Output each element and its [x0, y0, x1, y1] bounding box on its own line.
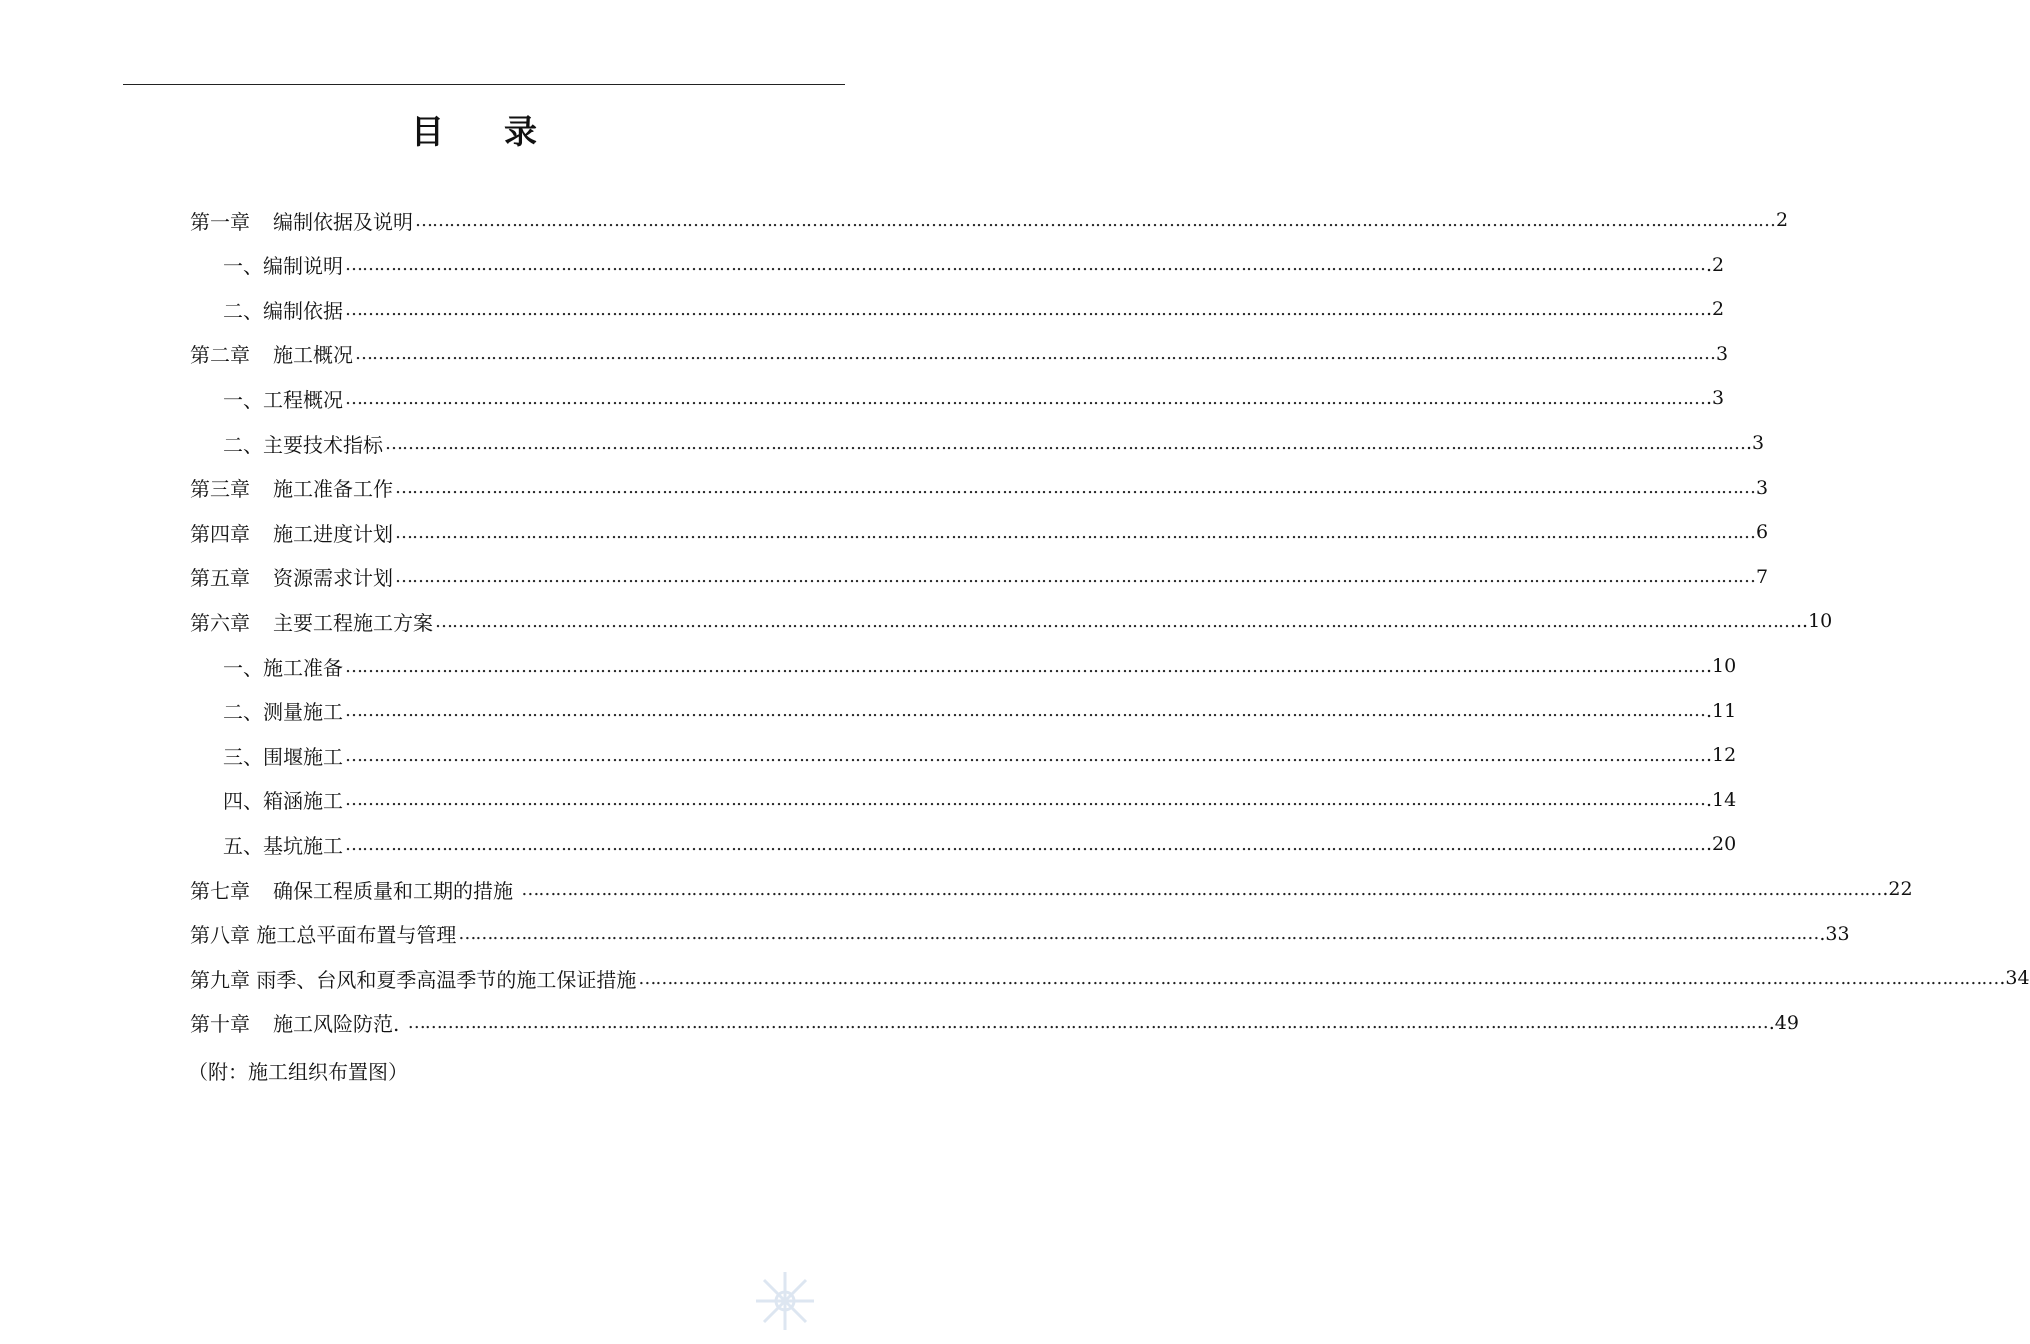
toc-entry-label: 编制依据 [263, 298, 343, 323]
toc-entry-label: 主要技术指标 [263, 432, 383, 457]
toc-entry[interactable] [190, 867, 1913, 911]
toc-leader-dots: …………………………………………………………………………………………………………………………………………………………………………………………………………………… [395, 477, 1755, 499]
toc-leader-dots: …………………………………………………………………………………………………………………………………………………………………………………………………………………… [458, 923, 1819, 945]
toc-entry-label: 施工准备工作 [273, 477, 393, 502]
toc-entry-number: 二 [223, 432, 243, 457]
title-char-right: 录 [504, 112, 539, 151]
toc-entry-label: 施工进度计划 [273, 521, 393, 546]
toc-entry-page: 7 [1756, 565, 1769, 588]
toc-entry[interactable] [190, 599, 1833, 643]
toc-entry-number: 第七章 [190, 878, 250, 903]
toc-entry-number: 二 [223, 700, 243, 725]
toc-entry-page: .2 [1706, 253, 1725, 276]
toc-entry-label: 编制依据及说明 [273, 209, 413, 234]
toc-entry-number: 第六章 [190, 610, 250, 635]
toc-entry-separator: 、 [243, 432, 263, 457]
toc-leader-dots: …………………………………………………………………………………………………………………………………………………………………………………………………………………… [395, 521, 1755, 543]
toc-entry-label: 施工总平面布置与管理 [256, 923, 457, 948]
toc-leader-dots: …………………………………………………………………………………………………………………………………………………………………………………………………………………… [345, 254, 1705, 276]
toc-entry-separator [253, 473, 273, 502]
toc-entry-number: 第二章 [190, 343, 250, 368]
toc-entry-number: 第三章 [190, 477, 250, 502]
toc-leader-dots: …………………………………………………………………………………………………………………………………………………………………………………………………………………… [415, 209, 1775, 231]
toc-entry-page: 3 [1716, 342, 1729, 365]
toc-entry[interactable] [190, 912, 1850, 956]
toc-entry-separator: 、 [243, 387, 263, 412]
toc-leader-dots: …………………………………………………………………………………………………………………………………………………………………………………………………………………… [385, 432, 1745, 454]
toc-entry-number: 五 [223, 833, 243, 858]
toc-entry-number: 一 [223, 387, 243, 412]
toc-entry-separator: 、 [243, 744, 263, 769]
toc-entry-label: 施工概况 [273, 343, 353, 368]
toc-entry[interactable] [190, 733, 1737, 777]
toc-entry-separator: 、 [243, 789, 263, 814]
toc-entry[interactable] [190, 332, 1729, 376]
toc-entry-number: 一 [223, 254, 243, 279]
toc-entry-label: 编制说明 [263, 254, 343, 279]
toc-leader-dots: …………………………………………………………………………………………………………………………………………………………………………………………………………………… [638, 967, 1999, 989]
toc-entry-label: 主要工程施工方案 [273, 610, 433, 635]
toc-entry-separator [253, 339, 273, 368]
toc-entry[interactable] [190, 466, 1769, 510]
page-title [0, 108, 950, 156]
toc-leader-dots: …………………………………………………………………………………………………………………………………………………………………………………………………………………… [395, 566, 1755, 588]
toc-entry-separator [253, 1008, 273, 1037]
toc-entry-number: 第十章 [190, 1012, 250, 1037]
toc-leader-dots: …………………………………………………………………………………………………………………………………………………………………………………………………………………… [435, 610, 1795, 632]
toc-entry-page: ..10 [1796, 610, 1833, 633]
toc-entry-number: 第四章 [190, 521, 250, 546]
toc-leader-dots: …………………………………………………………………………………………………………………………………………………………………………………………………………………… [345, 833, 1705, 855]
toc-leader-dots: …………………………………………………………………………………………………………………………………………………………………………………………………………………… [345, 700, 1705, 722]
toc-entry[interactable] [190, 644, 1737, 688]
toc-entry-label: 工程概况 [263, 387, 343, 412]
toc-entry-page: .3 [1746, 432, 1765, 454]
toc-entry-page: 3 [1756, 476, 1769, 499]
toc-entry-label: 围堰施工 [263, 744, 343, 769]
toc-entry-label: 施工准备 [263, 655, 343, 680]
toc-leader-dots: …………………………………………………………………………………………………………………………………………………………………………………………………………………… [345, 655, 1705, 677]
toc-entry-label: 基坑施工 [263, 833, 343, 858]
toc-entry-page: .10 [1706, 655, 1737, 677]
toc-entry-label: 箱涵施工 [263, 789, 343, 814]
toc-entry-page: .12 [1706, 744, 1737, 767]
toc-entry[interactable] [190, 287, 1725, 331]
toc-entry-number: 第五章 [190, 566, 250, 591]
toc-entry[interactable] [190, 421, 1765, 465]
toc-leader-dots: …………………………………………………………………………………………………………………………………………………………………………………………………………………… [345, 298, 1705, 320]
toc-entry[interactable] [190, 243, 1725, 287]
toc-entry-label: 资源需求计划 [273, 566, 393, 591]
toc-entry-separator: 、 [243, 298, 263, 323]
toc-entry-separator: 、 [243, 254, 263, 279]
toc-entry[interactable] [190, 555, 1769, 599]
title-char-left: 目 [411, 112, 446, 151]
toc-leader-dots: …………………………………………………………………………………………………………………………………………………………………………………………………………………… [521, 878, 1882, 900]
toc-entry-page: .22 [1882, 878, 1913, 900]
toc-leader-dots: …………………………………………………………………………………………………………………………………………………………………………………………………………………… [345, 744, 1705, 766]
toc-entry-number: 四 [223, 789, 243, 814]
appendix-note: （附：施工组织布置图） [188, 1060, 408, 1084]
toc-entry-page: .11 [1706, 699, 1737, 722]
toc-entry[interactable] [190, 510, 1769, 554]
toc-entry-page: .2 [1706, 298, 1725, 321]
toc-entry[interactable] [190, 689, 1737, 733]
toc-leader-dots: …………………………………………………………………………………………………………………………………………………………………………………………………………………… [345, 387, 1705, 409]
toc-entry-page: .20 [1706, 833, 1737, 856]
header-rule [123, 84, 845, 85]
toc-entry-label: 施工风险防范. [273, 1012, 406, 1037]
toc-entry-page: .33 [1819, 922, 1850, 945]
toc-entry-separator: 、 [243, 655, 263, 680]
toc-entry-separator [253, 206, 273, 235]
toc-entry-number: 第八章 [190, 923, 250, 948]
toc-leader-dots: …………………………………………………………………………………………………………………………………………………………………………………………………………………… [407, 1012, 1768, 1034]
toc-entry-page: 6 [1756, 521, 1769, 544]
toc-leader-dots: …………………………………………………………………………………………………………………………………………………………………………………………………………………… [345, 789, 1705, 811]
toc-entry-separator [253, 607, 273, 636]
toc-entry-separator [253, 562, 273, 591]
toc-entry[interactable] [190, 376, 1725, 420]
toc-entry[interactable] [190, 956, 2030, 1000]
toc-entry-page: .14 [1706, 788, 1737, 811]
toc-entry-number: 第一章 [190, 209, 250, 234]
toc-entry-page: .49 [1768, 1011, 1799, 1034]
toc-entry-number: 一 [223, 655, 243, 680]
toc-entry[interactable] [190, 198, 1789, 242]
toc-entry-page: 2 [1776, 209, 1789, 231]
toc-entry-page: .3 [1706, 387, 1725, 410]
toc-entry[interactable] [190, 822, 1737, 866]
toc-entry[interactable] [190, 778, 1737, 822]
toc-leader-dots: …………………………………………………………………………………………………………………………………………………………………………………………………………………… [355, 343, 1715, 365]
toc-entry-number: 三 [223, 744, 243, 769]
toc-entry-label: 确保工程质量和工期的措施 [273, 878, 520, 903]
toc-entry-number: 第九章 [190, 967, 250, 992]
toc-entry-label: 测量施工 [263, 700, 343, 725]
toc-entry[interactable] [190, 1001, 1799, 1045]
snowflake-logo-icon [752, 1268, 818, 1334]
toc-entry-separator [253, 875, 273, 904]
toc-entry-number: 二 [223, 298, 243, 323]
toc-entry-label: 雨季、台风和夏季高温季节的施工保证措施 [256, 967, 637, 992]
toc-entry-separator: 、 [243, 833, 263, 858]
toc-entry-separator [253, 518, 273, 547]
toc-entry-page: .34 [1999, 967, 2030, 990]
toc-entry-separator: 、 [243, 700, 263, 725]
